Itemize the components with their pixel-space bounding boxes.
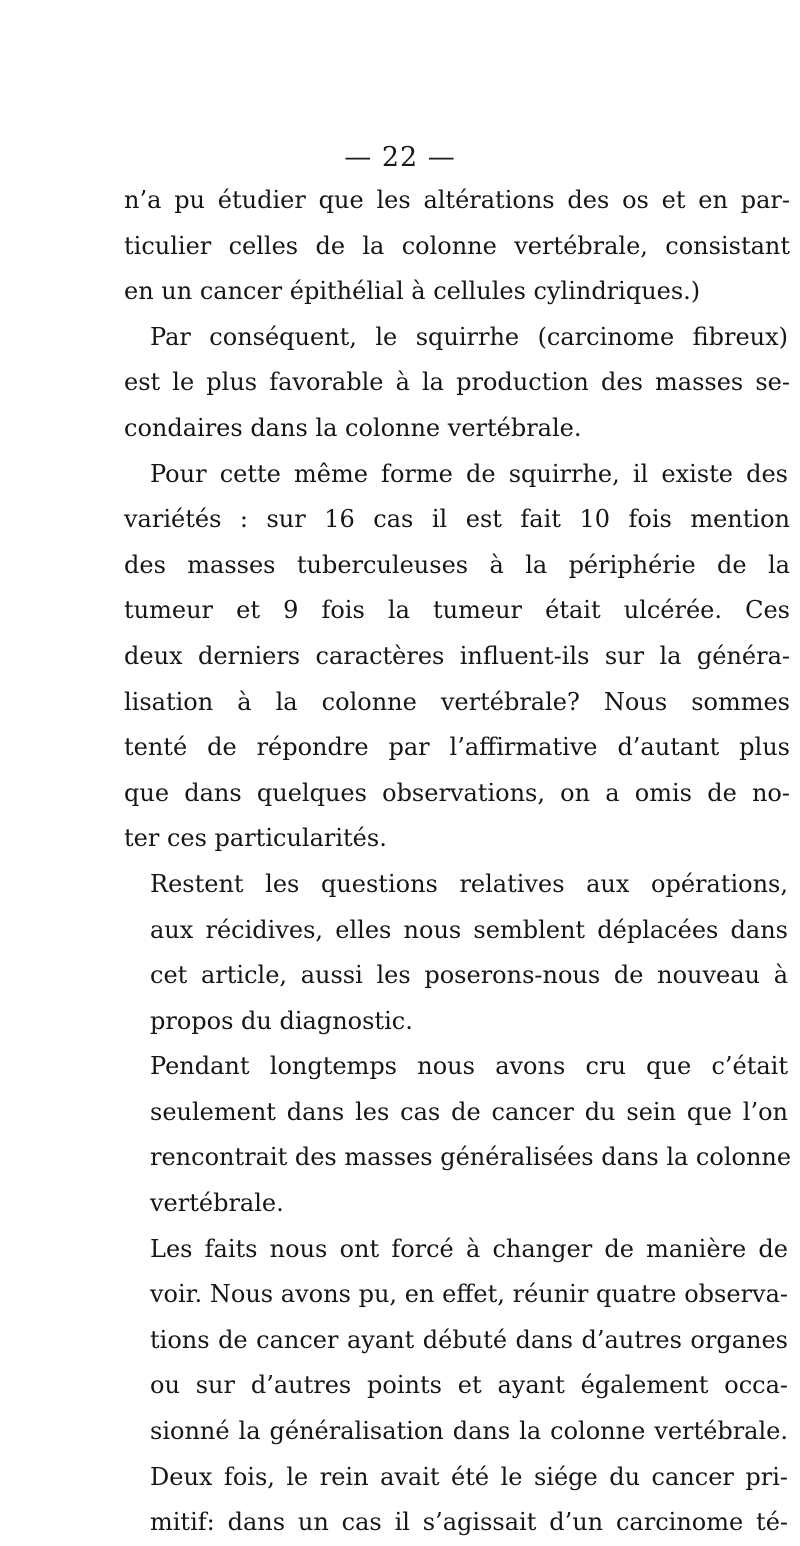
text-line: Par conséquent, le squirrhe (carcinome fibreux) [150,322,788,351]
text-line: seulement dans les cas de cancer du sein que l’on [150,1097,788,1126]
text-line: rencontrait des masses généralisées dans la colonne [150,1143,792,1172]
text-line: aux récidives, elles nous semblent déplacées dans [150,915,788,944]
text-line: ticulier celles de la colonne vertébrale, consistant [124,231,790,260]
text-line: ou sur d’autres points et ayant également occa- [150,1371,788,1400]
text-line: Les faits nous ont forcé à changer de manière de [150,1234,788,1263]
text-line: tenté de répondre par l’affirmative d’autant plus [124,733,790,762]
text-line: mitif: dans un cas il s’agissait d’un carcinome té- [150,1508,788,1537]
text-line: Pendant longtemps nous avons cru que c’était [150,1052,788,1081]
text-line: tions de cancer ayant débuté dans d’autres organes [150,1325,788,1354]
text-line: variétés : sur 16 cas il est fait 10 fois mention [124,505,790,534]
text-line: ter ces particularités. [124,824,387,853]
text-line: tumeur et 9 fois la tumeur était ulcérée. Ces [124,596,790,625]
text-line: cet article, aussi les poserons-nous de nouveau à [150,961,788,990]
text-line: lisation à la colonne vertébrale? Nous sommes [124,687,790,716]
text-line: condaires dans la colonne vertébrale. [124,413,582,442]
text-line: sionné la généralisation dans la colonne vertébrale. [150,1417,788,1446]
text-line: en un cancer épithélial à cellules cylindriques.) [124,277,701,306]
text-line: voir. Nous avons pu, en effet, réunir quatre observa- [150,1280,788,1309]
text-line: que dans quelques observations, on a omis de no- [124,778,790,807]
text-line: n’a pu étudier que les altérations des os et en par- [124,186,790,214]
text-line: des masses tuberculeuses à la périphérie de la [124,550,790,579]
body-text [124,178,792,1546]
text-line: propos du diagnostic. [150,1006,413,1035]
page-number: — 22 — [344,142,456,173]
text-line: Pour cette même forme de squirrhe, il existe des [150,459,788,488]
text-line: Restent les questions relatives aux opérations, [150,869,788,898]
text-line: vertébrale. [150,1189,284,1218]
text-line: deux derniers caractères influent-ils sur la généra- [124,641,790,670]
text-line: est le plus favorable à la production des masses se- [124,368,790,397]
text-line: Deux fois, le rein avait été le siége du cancer pri- [150,1462,788,1491]
